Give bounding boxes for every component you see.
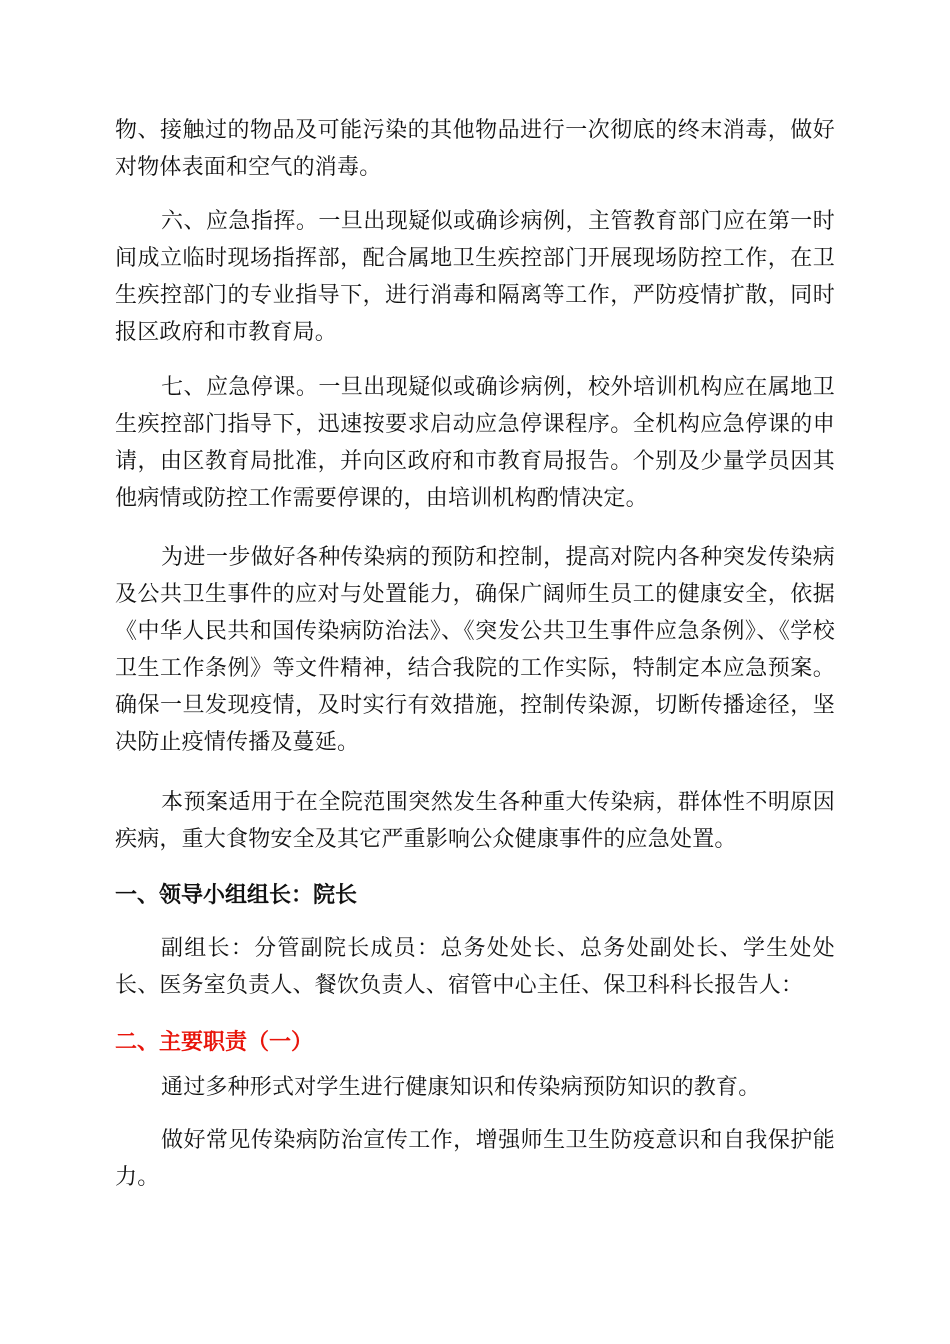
section-heading-duties: 二、主要职责（一） (115, 1030, 314, 1055)
paragraph-members: 副组长：分管副院长成员：总务处处长、总务处副处长、学生处处长、医务室负责人、餐饮负责人、宿管中心主任、保卫科科长报告人： (115, 936, 835, 998)
paragraph-scope: 本预案适用于在全院范围突然发生各种重大传染病，群体性不明原因疾病，重大食物安全及其它严重影响公众健康事件的应急处置。 (115, 790, 835, 852)
section-heading-leadership: 一、领导小组组长：院长 (115, 883, 358, 908)
paragraph-education: 通过多种形式对学生进行健康知识和传染病预防知识的教育。 (161, 1075, 761, 1100)
paragraph-emergency-suspension: 七、应急停课。一旦出现疑似或确诊病例，校外培训机构应在属地卫生疾控部门指导下，迅速按要求启动应急停课程序。全机构应急停课的申请，由区教育局批准，并向区政府和市教育局报告。个别及少量学员因其他病情或防控工作需要停课的，由培训机构酌情决定。 (115, 375, 835, 511)
paragraph-publicity: 做好常见传染病防治宣传工作，增强师生卫生防疫意识和自我保护能力。 (115, 1128, 835, 1190)
paragraph-disinfection-end: 物、接触过的物品及可能污染的其他物品进行一次彻底的终末消毒，做好对物体表面和空气的消毒。 (115, 118, 835, 180)
paragraph-emergency-command: 六、应急指挥。一旦出现疑似或确诊病例，主管教育部门应在第一时间成立临时现场指挥部，配合属地卫生疾控部门开展现场防控工作，在卫生疾控部门的专业指导下，进行消毒和隔离等工作，严防疫情扩散，同时报区政府和市教育局。 (115, 209, 835, 345)
paragraph-preamble: 为进一步做好各种传染病的预防和控制，提高对院内各种突发传染病及公共卫生事件的应对与处置能力，确保广阔师生员工的健康安全，依据《中华人民共和国传染病防治法》、《突发公共卫生事件应急条例》、《学校卫生工作条例》等文件精神，结合我院的工作实际，特制定本应急预案。确保一旦发现疫情，及时实行有效措施，控制传染源，切断传播途径，坚决防止疫情传播及蔓延。 (115, 545, 835, 755)
